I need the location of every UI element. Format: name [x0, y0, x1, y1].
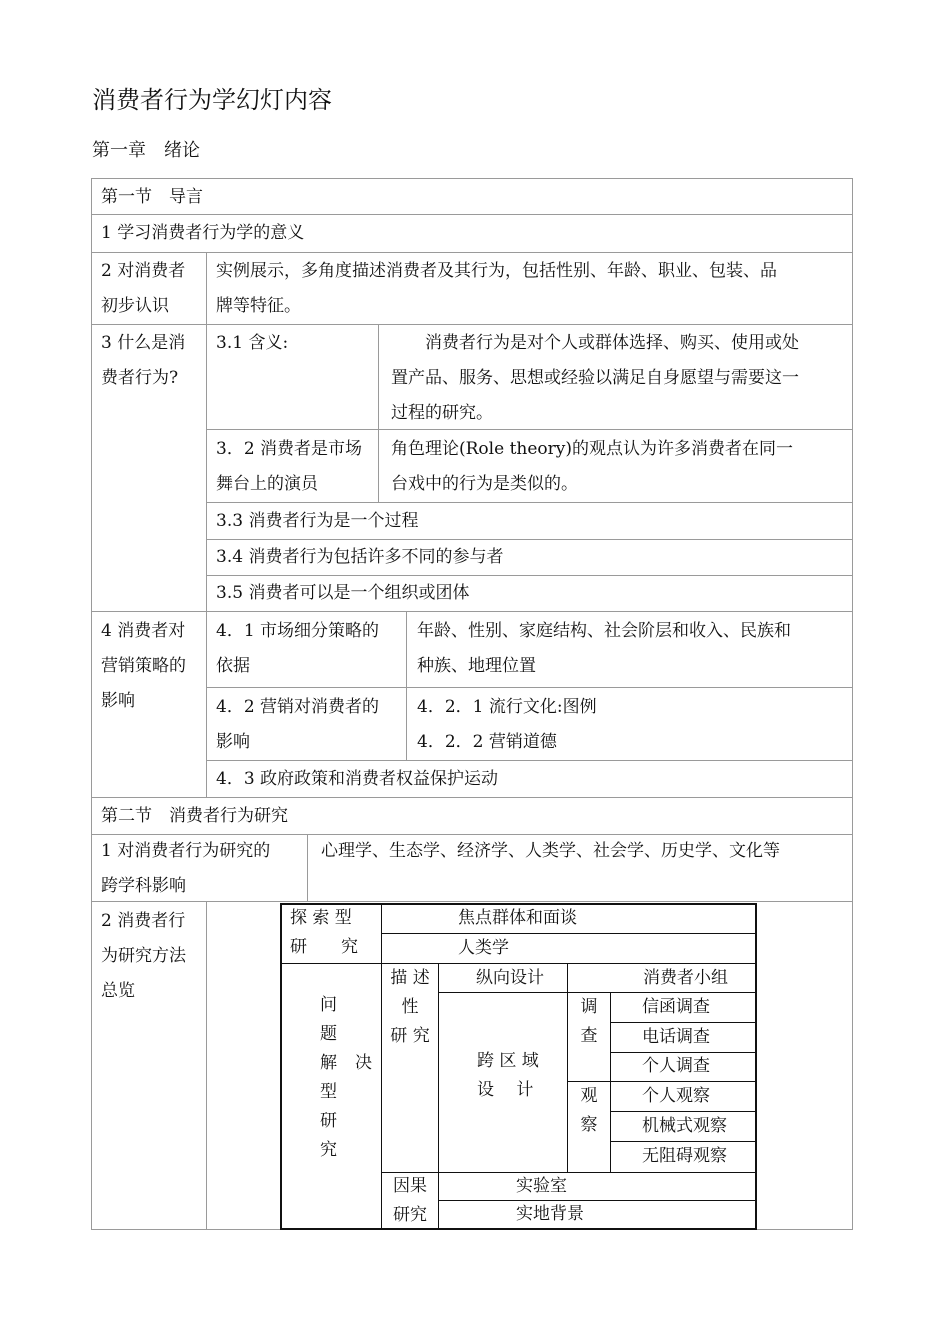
- row-divider: [206, 760, 853, 761]
- methods-divider: [610, 992, 611, 1172]
- column-divider: [206, 324, 207, 611]
- research-methods-table: [280, 903, 757, 1230]
- methods-border: [755, 903, 757, 1230]
- problem-solving-jue-char: 决: [355, 1053, 372, 1073]
- observation-label: 观 察: [580, 1086, 598, 1135]
- table-border: [91, 178, 92, 1230]
- row-label: 2 消费者行 为研究方法 总览: [101, 911, 186, 1001]
- sub-row: 3.4 消费者行为包括许多不同的参与者: [216, 547, 504, 567]
- disciplines-text: 心理学、生态学、经济学、人类学、社会学、历史学、文化等: [321, 841, 780, 861]
- mail-survey-cell: 信函调查: [642, 997, 710, 1017]
- methods-divider: [438, 1172, 439, 1230]
- row-content: 实例展示，多角度描述消费者及其行为，包括性别、年龄、职业、包装、品 牌等特征。: [216, 261, 777, 316]
- marketing-impact-text: 4．2．1 流行文化:图例 4．2．2 营销道德: [417, 697, 597, 752]
- mechanical-observation-cell: 机械式观察: [642, 1116, 727, 1136]
- column-divider: [406, 611, 407, 760]
- section-title: 第二节 消费者行为研究: [101, 806, 288, 826]
- unobtrusive-observation-cell: 无阻碍观察: [642, 1146, 727, 1166]
- exploratory-research-label: 探 索 型 研 究: [290, 908, 358, 957]
- document-title: 消费者行为学幻灯内容: [92, 86, 332, 114]
- survey-label: 调 查: [580, 997, 598, 1046]
- table-border: [852, 178, 853, 1230]
- sub-label: 3.1 含义:: [216, 333, 289, 353]
- row-label: 1 对消费者行为研究的 跨学科影响: [101, 841, 271, 896]
- methods-divider: [438, 963, 439, 1172]
- methods-divider: [438, 1200, 757, 1201]
- row-label: 2 对消费者 初步认识: [101, 261, 186, 316]
- sub-label: 4．1 市场细分策略的 依据: [216, 621, 380, 676]
- causal-research-label: 因果 研究: [393, 1176, 427, 1225]
- row-divider: [91, 214, 853, 215]
- sub-label: 4．2 营销对消费者的 影响: [216, 697, 380, 752]
- table-border: [91, 178, 853, 179]
- row-label: 4 消费者对 营销策略的 影响: [101, 621, 186, 711]
- methods-divider: [381, 933, 757, 934]
- column-divider: [378, 324, 379, 502]
- problem-solving-research-label: 问 题 解 型 研 究: [320, 995, 337, 1160]
- methods-border: [280, 903, 282, 1230]
- column-divider: [206, 901, 207, 1230]
- section-title: 第一节 导言: [101, 187, 203, 207]
- anthropology-cell: 人类学: [458, 938, 509, 958]
- laboratory-cell: 实验室: [516, 1176, 567, 1196]
- personal-survey-cell: 个人调查: [642, 1056, 710, 1076]
- definition-text: 消费者行为是对个人或群体选择、购买、使用或处 置产品、服务、思想或经验以满足自身愿望与需要这一 过程的研究。: [391, 333, 799, 423]
- chapter-heading: 第一章 绪论: [92, 140, 200, 161]
- column-divider: [206, 252, 207, 324]
- cross-sectional-design-label: 跨 区 域 设 计: [477, 1051, 539, 1100]
- sub-label: 3．2 消费者是市场 舞台上的演员: [216, 439, 363, 494]
- column-divider: [307, 834, 308, 901]
- row-label: 1 学习消费者行为学的意义: [101, 223, 305, 243]
- row-label: 3 什么是消 费者行为?: [101, 333, 186, 388]
- sub-row: 3.3 消费者行为是一个过程: [216, 511, 419, 531]
- field-setting-cell: 实地背景: [516, 1204, 584, 1224]
- row-divider: [91, 797, 853, 798]
- descriptive-research-label: 描 述 性 研 究: [390, 968, 430, 1046]
- personal-observation-cell: 个人观察: [642, 1086, 710, 1106]
- phone-survey-cell: 电话调查: [642, 1027, 710, 1047]
- sub-row: 4．3 政府政策和消费者权益保护运动: [216, 769, 499, 789]
- row-divider: [206, 687, 853, 688]
- role-theory-text: 角色理论(Role theory)的观点认为许多消费者在同一 台戏中的行为是类似的。: [391, 439, 794, 494]
- row-divider: [206, 502, 853, 503]
- consumer-panel-cell: 消费者小组: [643, 968, 728, 988]
- sub-row: 3.5 消费者可以是一个组织或团体: [216, 583, 470, 603]
- focus-group-cell: 焦点群体和面谈: [458, 908, 577, 928]
- segmentation-text: 年龄、性别、家庭结构、社会阶层和收入、民族和 种族、地理位置: [417, 621, 791, 676]
- longitudinal-design-cell: 纵向设计: [476, 968, 544, 988]
- column-divider: [206, 611, 207, 797]
